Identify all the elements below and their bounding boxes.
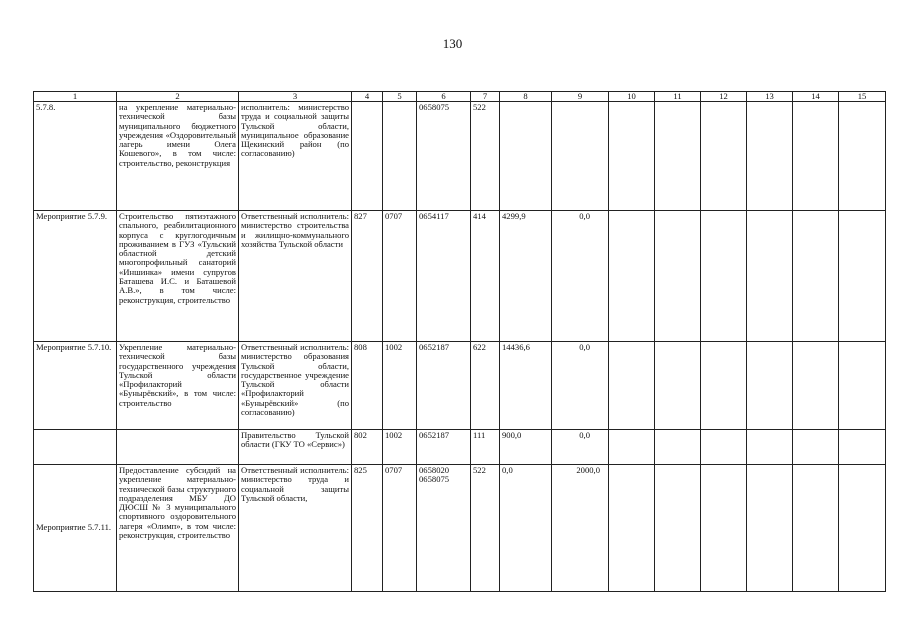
column-header: 11: [655, 92, 701, 102]
code-vr: 522: [471, 102, 500, 211]
code-csr: 0658075: [417, 102, 471, 211]
empty-cell: [793, 430, 839, 465]
code-rzpr: 1002: [383, 342, 417, 430]
table-row: [34, 102, 886, 211]
code-grbs: 827: [352, 211, 383, 342]
column-header: 10: [609, 92, 655, 102]
amount-col9: 0,0: [552, 342, 609, 430]
activity-description: Укрепление материально-технической базы государственного учреждения Тульской области «Профилакторий «Бунырёвский», в том числе: строительство: [117, 342, 239, 430]
empty-cell: [839, 465, 886, 592]
activity-number: Мероприятие 5.7.11.: [34, 465, 117, 592]
empty-cell: [701, 102, 747, 211]
amount-col9: 0,0: [552, 430, 609, 465]
empty-cell: [839, 342, 886, 430]
empty-cell: [747, 465, 793, 592]
activity-description: [117, 430, 239, 465]
program-activities-table: [33, 91, 886, 592]
activity-executor: Ответственный исполнитель: министерство образования Тульской области, государственное учреждение Тульской области «Профилакторий «Бунырёвский» (по согласованию): [239, 342, 352, 430]
empty-cell: [793, 465, 839, 592]
activity-number: [34, 430, 117, 465]
code-vr: 414: [471, 211, 500, 342]
code-rzpr: [383, 102, 417, 211]
table-row: [34, 211, 886, 342]
activity-number: Мероприятие 5.7.10.: [34, 342, 117, 430]
amount-col8: 14436,6: [500, 342, 552, 430]
code-rzpr: 0707: [383, 465, 417, 592]
column-header: 15: [839, 92, 886, 102]
amount-col8: 4299,9: [500, 211, 552, 342]
column-header: 3: [239, 92, 352, 102]
empty-cell: [793, 211, 839, 342]
code-vr: 111: [471, 430, 500, 465]
activity-number: 5.7.8.: [34, 102, 117, 211]
empty-cell: [747, 211, 793, 342]
code-rzpr: 0707: [383, 211, 417, 342]
activity-executor: Ответственный исполнитель: министерство строительства и жилищно-коммунального хозяйства Тульской области: [239, 211, 352, 342]
empty-cell: [747, 342, 793, 430]
amount-col8: [500, 102, 552, 211]
column-header: 7: [471, 92, 500, 102]
column-header: 9: [552, 92, 609, 102]
empty-cell: [701, 211, 747, 342]
empty-cell: [655, 430, 701, 465]
column-header: 6: [417, 92, 471, 102]
code-rzpr: 1002: [383, 430, 417, 465]
column-header: 13: [747, 92, 793, 102]
amount-col8: 900,0: [500, 430, 552, 465]
table-header-row: [34, 92, 886, 102]
empty-cell: [655, 342, 701, 430]
empty-cell: [609, 211, 655, 342]
amount-col9: [552, 102, 609, 211]
code-grbs: 802: [352, 430, 383, 465]
activity-description: Строительство пятиэтажного спального, реабилитационного корпуса с круглогодичным проживанием в ГУЗ «Тульский областной детский многопрофильный санаторий «Иншинка» имени супругов Баташева И.С. и Баташевой А.В.», в том числе: реконструкция, строительство: [117, 211, 239, 342]
activity-description: Предоставление субсидий на укрепление материально-технической базы структурного подразделения МБУ ДО ДЮСШ № 3 муниципального спортивного оздоровительного лагеря «Олимп», в том числе: реконструкция, строительство: [117, 465, 239, 592]
empty-cell: [655, 102, 701, 211]
empty-cell: [609, 465, 655, 592]
activity-executor: исполнитель: министерство труда и социальной защиты Тульской области, муниципальное образование Щекинский район (по согласованию): [239, 102, 352, 211]
code-grbs: [352, 102, 383, 211]
amount-col9: 2000,0: [552, 465, 609, 592]
activity-executor: Ответственный исполнитель: министерство труда и социальной защиты Тульской области,: [239, 465, 352, 592]
amount-col8: 0,0: [500, 465, 552, 592]
column-header: 1: [34, 92, 117, 102]
code-grbs: 808: [352, 342, 383, 430]
column-header: 12: [701, 92, 747, 102]
column-header: 8: [500, 92, 552, 102]
empty-cell: [609, 102, 655, 211]
empty-cell: [839, 430, 886, 465]
code-grbs: 825: [352, 465, 383, 592]
empty-cell: [839, 211, 886, 342]
code-csr: 0654117: [417, 211, 471, 342]
empty-cell: [793, 342, 839, 430]
column-header: 2: [117, 92, 239, 102]
page-number: 130: [442, 36, 463, 51]
column-header: 4: [352, 92, 383, 102]
empty-cell: [609, 342, 655, 430]
activity-description: на укрепление материально-технической базы муниципального бюджетного учреждения «Оздоровительный лагерь имени Олега Кошевого», в том числе: строительство, реконструкция: [117, 102, 239, 211]
empty-cell: [747, 102, 793, 211]
amount-col9: 0,0: [552, 211, 609, 342]
activity-executor: Правительство Тульской области (ГКУ ТО «Сервис»): [239, 430, 352, 465]
code-csr: 0652187: [417, 430, 471, 465]
column-header: 14: [793, 92, 839, 102]
table-row: [34, 465, 886, 592]
empty-cell: [655, 211, 701, 342]
empty-cell: [655, 465, 701, 592]
empty-cell: [747, 430, 793, 465]
empty-cell: [609, 430, 655, 465]
empty-cell: [701, 430, 747, 465]
empty-cell: [839, 102, 886, 211]
activity-number: Мероприятие 5.7.9.: [34, 211, 117, 342]
empty-cell: [701, 465, 747, 592]
empty-cell: [793, 102, 839, 211]
code-csr: 0652187: [417, 342, 471, 430]
column-header: 5: [383, 92, 417, 102]
table-row: [34, 342, 886, 430]
code-vr: 522: [471, 465, 500, 592]
code-vr: 622: [471, 342, 500, 430]
empty-cell: [701, 342, 747, 430]
code-csr: 0658020 0658075: [417, 465, 471, 592]
table-row: [34, 430, 886, 465]
